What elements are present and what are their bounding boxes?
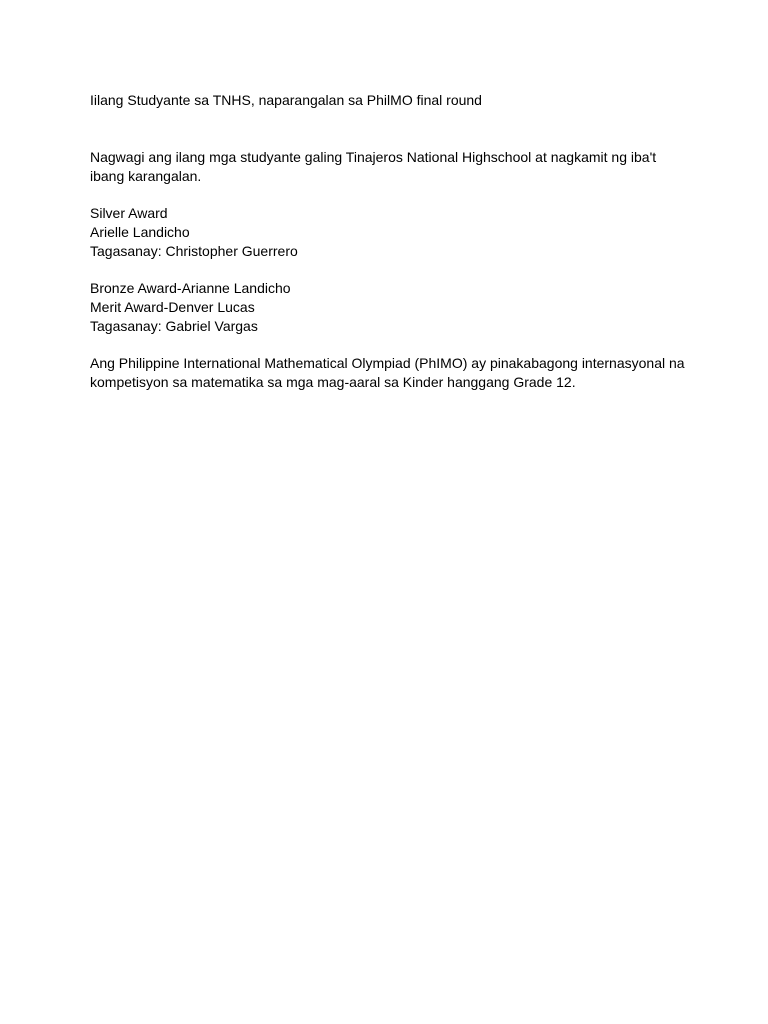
other-awards-coach: Tagasanay: Gabriel Vargas [90,318,258,334]
article-title: Iilang Studyante sa TNHS, naparangalan sa PhilMO final round [90,92,482,108]
silver-award-coach: Tagasanay: Christopher Guerrero [90,243,298,259]
other-awards-section [90,279,690,336]
about-paragraph [90,354,690,392]
intro-paragraph [90,148,690,186]
document-body [90,91,690,410]
intro-line-2: ibang karangalan. [90,168,202,184]
silver-award-student: Arielle Landicho [90,224,190,240]
intro-line-1: Nagwagi ang ilang mga studyante galing Tinajeros National Highschool at nagkamit ng iba't [90,149,657,165]
about-line-2: kompetisyon sa matematika sa mga mag-aaral sa Kinder hanggang Grade 12. [90,374,576,390]
silver-award-label: Silver Award [90,205,168,221]
merit-award: Merit Award-Denver Lucas [90,299,255,315]
bronze-award: Bronze Award-Arianne Landicho [90,280,291,296]
about-line-1: Ang Philippine International Mathematical Olympiad (PhIMO) ay pinakabagong internasyonal na [90,355,685,371]
silver-award-section [90,204,690,261]
